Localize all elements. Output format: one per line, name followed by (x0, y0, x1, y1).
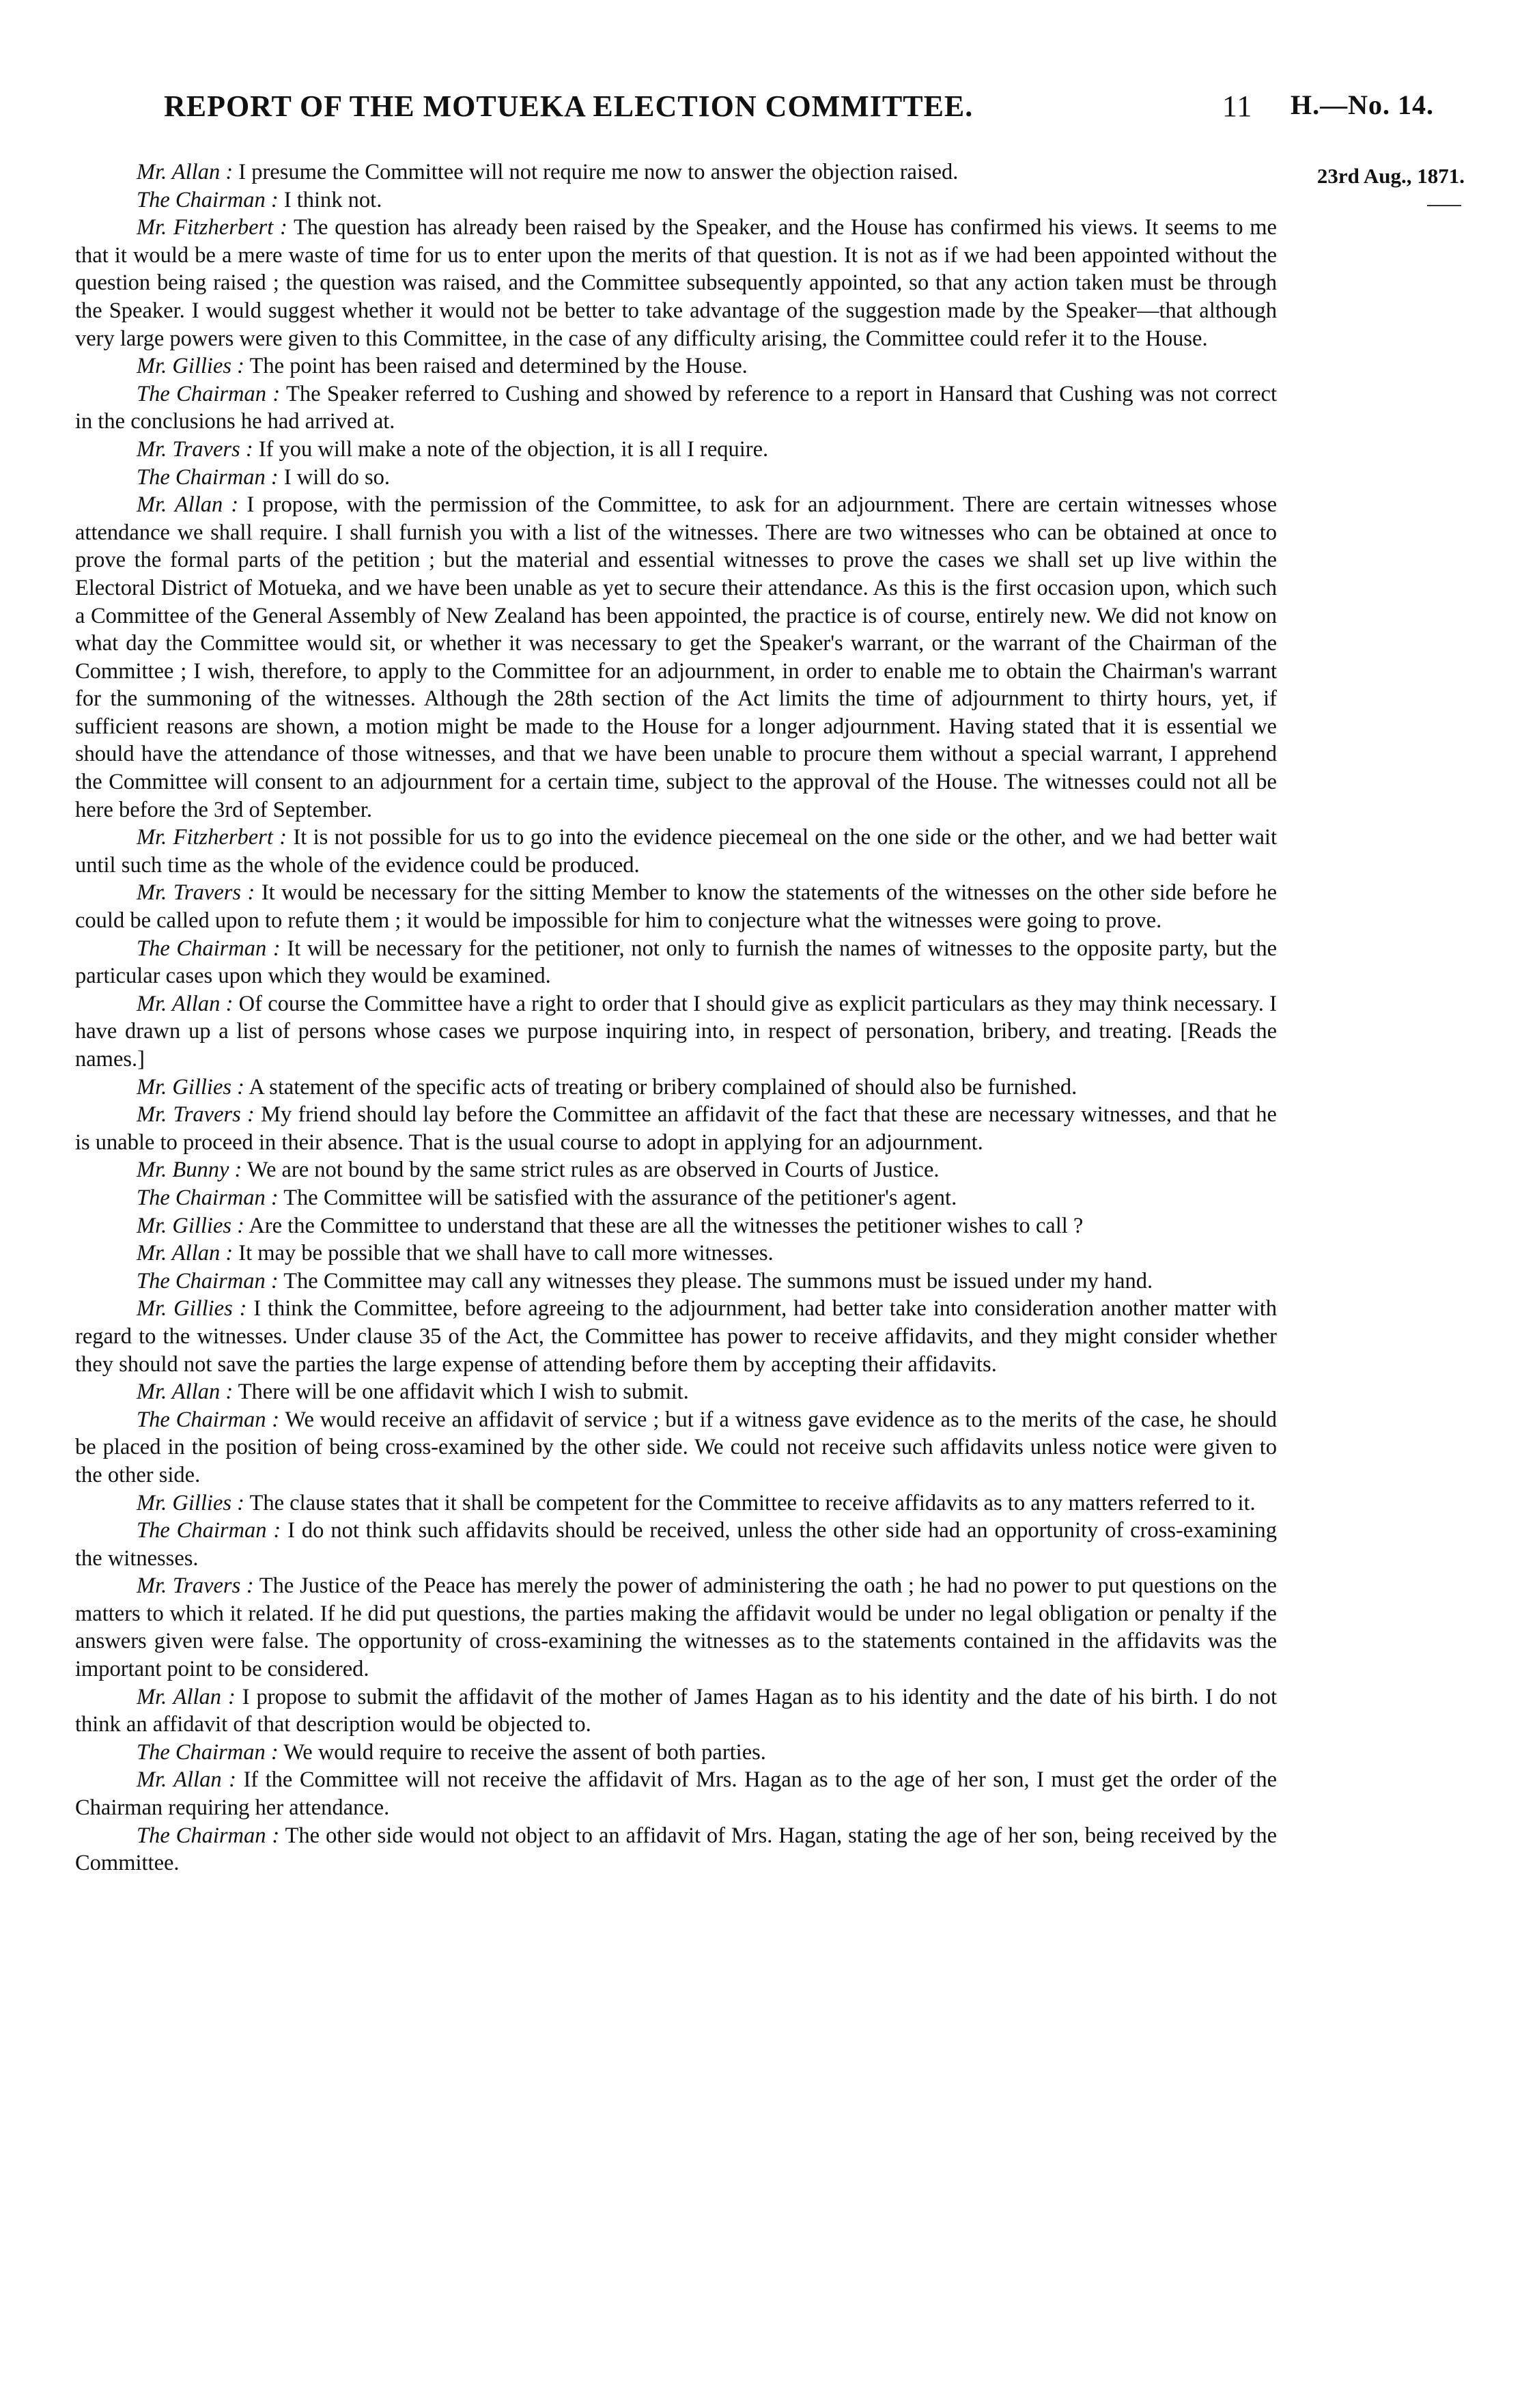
speaker-name: The Chairman : (137, 1268, 279, 1293)
speech-text: I propose to submit the affidavit of the mother of James Hagan as to his identity and the date of his birth. I do not think an affidavit of that description would be objected to. (75, 1684, 1278, 1737)
speech-text: A statement of the specific acts of treating or bribery complained of should also be furnished. (244, 1074, 1077, 1100)
minutes-paragraph (75, 1378, 1277, 1406)
document-page (75, 89, 1465, 1876)
speaker-name: Mr. Gillies : (137, 1074, 244, 1100)
speaker-name: Mr. Travers : (137, 1573, 254, 1599)
speech-text: It will be necessary for the petitioner, not only to furnish the names of witnesses to the opposite party, but the particular cases upon which they would be examined. (75, 936, 1277, 989)
speaker-name: Mr. Travers : (137, 880, 255, 906)
minutes-paragraph (75, 186, 1277, 214)
margin-date-note: 23rd Aug., 1871. (1316, 164, 1465, 188)
running-header (75, 89, 1448, 137)
minutes-paragraph (75, 1156, 1277, 1184)
page-number: 11 (1222, 89, 1253, 123)
speaker-name: The Chairman : (137, 464, 279, 490)
speaker-name: The Chairman : (137, 187, 279, 212)
speech-text: My friend should lay before the Committee an affidavit of the fact that these are necessary witnesses, and that he is unable to proceed in their absence. That is the usual course to adopt in applying for an adjournment. (75, 1102, 1277, 1155)
speech-text: The point has been raised and determined by the House. (244, 354, 748, 379)
minutes-paragraph (75, 214, 1277, 352)
speech-text: I propose, with the permission of the Committee, to ask for an adjournment. There are certain witnesses whose attendance we shall require. I shall furnish you with a list of the witnesses. There are two witnesses who can be obtained at once to prove the formal parts of the petition ; but the material and essential witnesses to prove the cases we shall set up live within the Electoral District of Motueka, and we have been unable as yet to secure their attendance. As this is the first occasion upon, which such a Committee of the General Assembly of New Zealand has been appointed, the practice is of course, entirely new. We did not know on what day the Committee would sit, or whether it was necessary to get the Speaker's warrant, or the warrant of the Chairman of the Committee ; I wish, therefore, to apply to the Committee for an adjournment, in order to enable me to obtain the Chairman's warrant for the summoning of the witnesses. Although the 28th section of the Act limits the time of adjournment to thirty hours, yet, if sufficient reasons are shown, a motion might be made to the House for a longer adjournment. Having stated that it is essential we should have the attendance of those witnesses, and that we have been unable to procure them without a special warrant, I apprehend the Committee will consent to an adjournment for a certain time, subject to the approval of the House. The witnesses could not all be here before the 3rd of September. (75, 492, 1278, 822)
speech-text: The other side would not object to an affidavit of Mrs. Hagan, stating the age of her son, being received by the Committee. (75, 1823, 1277, 1876)
speaker-name: Mr. Allan : (137, 1241, 234, 1266)
speech-text: The question has already been raised by the Speaker, and the House has confirmed his views. It seems to me that it would be a mere waste of time for us to enter upon the merits of that question. It is not as if we had been appointed without the question being raised ; the question was raised, and the Committee subsequently appointed, so that any action taken must be through the Speaker. I would suggest whether it would not be better to take advantage of the suggestion made by the Speaker—that although very large powers were given to this Committee, in the case of any difficulty arising, the Committee could refer it to the House. (75, 215, 1277, 351)
speaker-name: Mr. Travers : (137, 436, 253, 462)
minutes-paragraph (75, 464, 1277, 492)
report-title: REPORT OF THE MOTUEKA ELECTION COMMITTEE. (164, 89, 974, 123)
minutes-paragraph (75, 158, 1277, 186)
minutes-paragraph (75, 491, 1277, 824)
minutes-paragraph (75, 1101, 1277, 1156)
speech-text: It is not possible for us to go into the evidence piecemeal on the one side or the other, and we had better wait until such time as the whole of the evidence could be produced. (75, 825, 1277, 878)
speaker-name: The Chairman : (137, 1407, 280, 1432)
speech-text: I presume the Committee will not require me now to answer the objection raised. (233, 160, 959, 184)
speech-text: The Justice of the Peace has merely the power of administering the oath ; he had no power to put questions on the matters to which it related. If he did put questions, the parties making the affidavit would be under no legal obligation or penalty if the answers given were false. The opportunity of cross-examining the witnesses as to the statements contained in the affidavits was the important point to be considered. (75, 1573, 1277, 1682)
speaker-name: Mr. Allan : (137, 1767, 236, 1793)
speech-text: Of course the Committee have a right to order that I should give as explicit particulars as they may think necessary. I have drawn up a list of persons whose cases we purpose inquiring into, in respect of personation, bribery, and treating. [Reads the names.] (75, 991, 1278, 1072)
minutes-paragraph (75, 1295, 1277, 1378)
speaker-name: The Chairman : (137, 1823, 280, 1848)
minutes-paragraph (75, 1572, 1277, 1683)
speaker-name: Mr. Gillies : (137, 354, 244, 379)
margin-rule (1427, 205, 1461, 206)
minutes-paragraph (75, 1268, 1277, 1296)
minutes-paragraph (75, 1766, 1277, 1821)
document-reference: H.—No. 14. (1291, 89, 1434, 120)
speaker-name: The Chairman : (137, 936, 281, 961)
speaker-name: Mr. Allan : (137, 492, 239, 518)
speech-text: We would receive an affidavit of service ; but if a witness gave evidence as to the merits of the case, he should be placed in the position of being cross-examined by the other side. We could not receive such affidavits unless notice were given to the other side. (75, 1407, 1277, 1487)
speech-text: I think not. (278, 187, 382, 212)
minutes-paragraph (75, 1212, 1277, 1240)
speech-text: I think the Committee, before agreeing to the adjournment, had better take into consideration another matter with regard to the witnesses. Under clause 35 of the Act, the Committee has power to receive affidavits, and they might consider whether they should not save the parties the large expense of attending before them by accepting their affidavits. (75, 1296, 1277, 1377)
speech-text: It would be necessary for the sitting Member to know the statements of the witnesses on the other side before he could be called upon to refute them ; it would be impossible for him to conjecture what the witnesses were going to prove. (75, 880, 1277, 934)
minutes-paragraph (75, 1489, 1277, 1517)
minutes-paragraph (75, 879, 1277, 934)
speech-text: We are not bound by the same strict rules as are observed in Courts of Justice. (242, 1158, 940, 1183)
minutes-paragraph (75, 1184, 1277, 1212)
speaker-name: Mr. Fitzherbert : (137, 215, 287, 240)
minutes-paragraph (75, 824, 1277, 879)
minutes-paragraph (75, 1739, 1277, 1767)
speech-text: The Committee will be satisfied with the assurance of the petitioner's agent. (278, 1185, 957, 1210)
speech-text: I do not think such affidavits should be received, unless the other side had an opportunity of cross-examining the witnesses. (75, 1518, 1277, 1571)
speaker-name: The Chairman : (137, 1518, 281, 1543)
minutes-paragraph (75, 935, 1277, 990)
minutes-paragraph (75, 1240, 1277, 1268)
speech-text: The clause states that it shall be competent for the Committee to receive affidavits as to any matters referred to it. (244, 1490, 1256, 1515)
speech-text: I will do so. (278, 464, 391, 490)
speaker-name: Mr. Fitzherbert : (137, 825, 287, 850)
speaker-name: Mr. Gillies : (137, 1213, 244, 1238)
speaker-name: Mr. Gillies : (137, 1490, 244, 1515)
speaker-name: Mr. Allan : (137, 991, 234, 1016)
minutes-body (75, 158, 1277, 1877)
speech-text: If the Committee will not receive the affidavit of Mrs. Hagan as to the age of her son, I must get the order of the Chairman requiring her attendance. (75, 1767, 1277, 1821)
speaker-name: The Chairman : (137, 381, 281, 406)
minutes-paragraph (75, 352, 1277, 380)
speech-text: The Committee may call any witnesses they please. The summons must be issued under my hand. (278, 1268, 1153, 1293)
speaker-name: Mr. Allan : (137, 160, 234, 184)
minutes-paragraph (75, 380, 1277, 436)
minutes-paragraph (75, 1822, 1277, 1877)
speaker-name: Mr. Allan : (137, 1380, 234, 1405)
speech-text: There will be one affidavit which I wish to submit. (233, 1380, 689, 1405)
speaker-name: The Chairman : (137, 1739, 279, 1765)
minutes-paragraph (75, 1406, 1277, 1489)
speech-text: The Speaker referred to Cushing and showed by reference to a report in Hansard that Cushing was not correct in the conclusions he had arrived at. (75, 381, 1277, 434)
speaker-name: Mr. Bunny : (137, 1158, 242, 1183)
speaker-name: Mr. Allan : (137, 1684, 236, 1709)
minutes-paragraph (75, 990, 1277, 1074)
minutes-paragraph (75, 1683, 1277, 1739)
speaker-name: The Chairman : (137, 1185, 279, 1210)
minutes-paragraph (75, 436, 1277, 464)
speech-text: It may be possible that we shall have to call more witnesses. (233, 1241, 774, 1266)
speech-text: We would require to receive the assent of both parties. (278, 1739, 766, 1765)
speaker-name: Mr. Gillies : (137, 1296, 247, 1321)
speaker-name: Mr. Travers : (137, 1102, 255, 1128)
speech-text: Are the Committee to understand that these are all the witnesses the petitioner wishes to call ? (244, 1213, 1084, 1238)
minutes-paragraph (75, 1074, 1277, 1102)
minutes-paragraph (75, 1517, 1277, 1572)
speech-text: If you will make a note of the objection, it is all I require. (253, 436, 769, 462)
